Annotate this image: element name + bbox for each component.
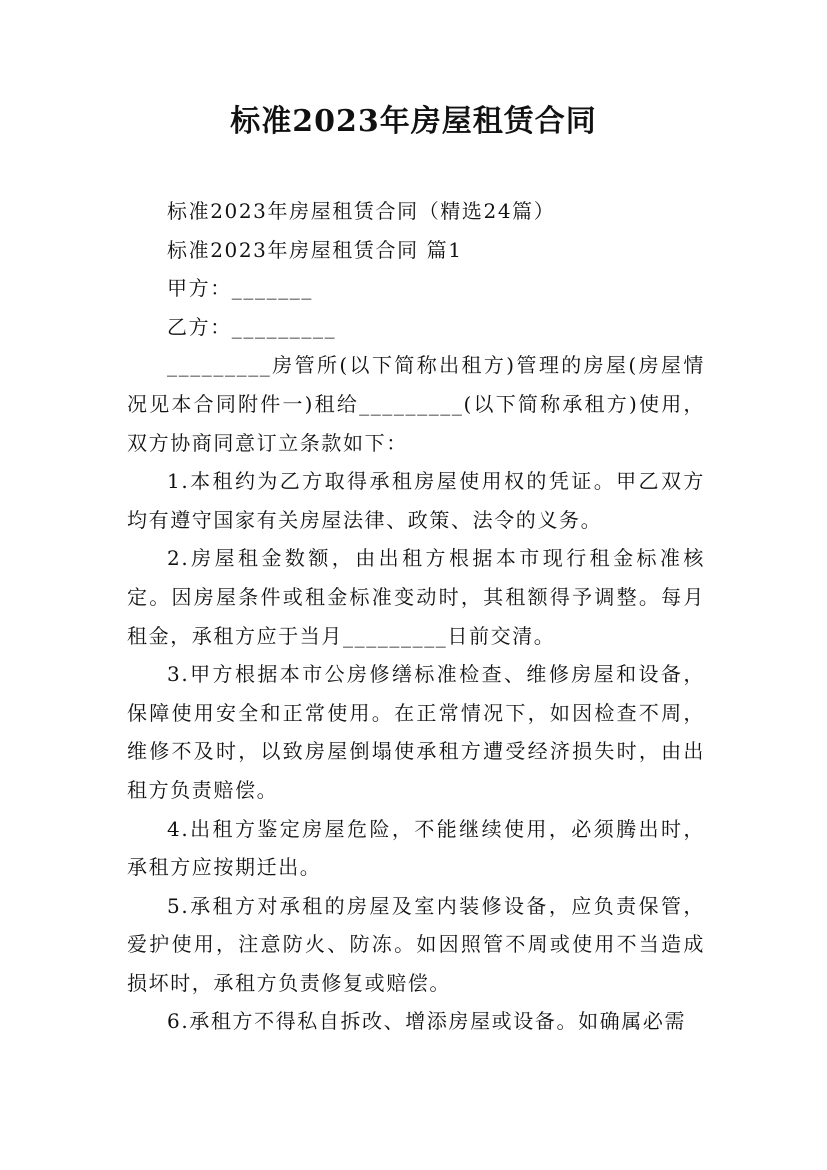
clause-5: 5.承租方对承租的房屋及室内装修设备，应负责保管，爱护使用，注意防火、防冻。如因照管不周或使用不当造成损坏时，承租方负责修复或赔偿。 bbox=[127, 893, 705, 995]
party-b-line: 乙方：_________ bbox=[167, 314, 337, 339]
paragraph-intro: _________房管所(以下简称出租方)管理的房屋(房屋情况见本合同附件一)租给_________(以下简称承租方)使用，双方协商同意订立条款如下： bbox=[127, 353, 705, 455]
document-title: 标准2023年房屋租赁合同 bbox=[230, 104, 597, 139]
paragraph-subtitle: 标准2023年房屋租赁合同（精选24篇） bbox=[167, 199, 556, 223]
clause-1: 1.本租约为乙方取得承租房屋使用权的凭证。甲乙双方均有遵守国家有关房屋法律、政策、法令的义务。 bbox=[127, 469, 705, 532]
paragraph-section-heading: 标准2023年房屋租赁合同 篇1 bbox=[167, 237, 463, 262]
party-a-line: 甲方：_______ bbox=[167, 276, 313, 301]
document-body bbox=[127, 192, 705, 1041]
clause-3: 3.甲方根据本市公房修缮标准检查、维修房屋和设备，保障使用安全和正常使用。在正常情况下，如因检查不周，维修不及时，以致房屋倒塌使承租方遭受经济损失时，由出租方负责赔偿。 bbox=[127, 662, 705, 802]
clause-6: 6.承租方不得私自拆改、增添房屋或设备。如确属必需 bbox=[167, 1009, 687, 1034]
clause-2: 2.房屋租金数额，由出租方根据本市现行租金标准核定。因房屋条件或租金标准变动时，其租额得予调整。每月租金，承租方应于当月_________日前交清。 bbox=[127, 546, 705, 648]
clause-4: 4.出租方鉴定房屋危险，不能继续使用，必须腾出时，承租方应按期迁出。 bbox=[127, 816, 705, 880]
